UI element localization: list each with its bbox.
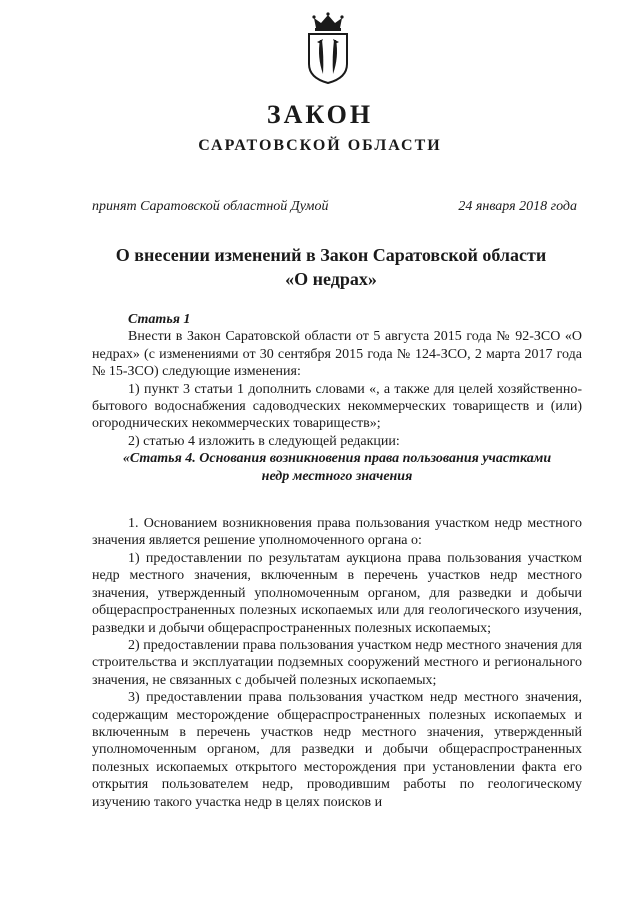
article-4-paragraph-2: 1) предоставлении по результатам аукциона права пользования участком недр местного значения, включенным в перечень участков недр местного значения, утвержденный уполномоченным органом, для разведки и добычи общераспространенных полезных ископаемых или для геологического изучения, разведки и добычи общераспространенных полезных ископаемых;	[92, 550, 582, 636]
article-1-paragraph-3: 2) статью 4 изложить в следующей редакции:	[128, 433, 400, 449]
coat-of-arms-icon	[303, 12, 353, 84]
article-1-title: Статья 1	[128, 312, 191, 327]
region-subtitle: САРАТОВСКОЙ ОБЛАСТИ	[198, 137, 442, 154]
article-4-paragraph-4: 3) предоставлении права пользования участком недр местного значения, содержащим месторождение общераспространенных полезных ископаемых и включенным в перечень участков недр местного значения, утвержденный уполномоченным органом, для разведки и добычи общераспространенных полезных ископаемых открытого месторождения при установлении факта его открытия пользователем недр, проводившим работы по геологическому изучению такого участка недр в целях поисков и	[92, 690, 582, 810]
law-body	[92, 311, 582, 811]
adoption-date: 24 января 2018 года	[458, 199, 577, 214]
article-1-paragraph-1: Внести в Закон Саратовской области от 5 августа 2015 года № 92-ЗСО «О недрах» (с изменениями от 30 сентября 2015 года № 124-ЗСО, 2 марта 2017 года № 15-ЗСО) следующие изменения:	[92, 329, 582, 380]
article-4-title-line-1: «Статья 4. Основания возникновения права пользования участками	[122, 451, 552, 467]
heading-line-1: О внесении изменений в Закон Саратовской области	[115, 245, 547, 265]
law-title: ЗАКОН	[266, 100, 374, 129]
heading-line-2: «О недрах»	[285, 269, 377, 289]
law-heading	[70, 243, 592, 291]
article-1-paragraph-2: 1) пункт 3 статьи 1 дополнить словами «, а также для целей хозяйственно-бытового водоснабжения садоводческих некоммерческих товариществ и (или) огороднических некоммерческих товариществ»;	[92, 381, 582, 432]
article-4-paragraph-1: 1. Основанием возникновения права пользования участком недр местного значения является решение уполномоченного органа о:	[92, 516, 582, 549]
adopted-by-text: принят Саратовской областной Думой	[92, 199, 329, 214]
article-4-title-line-2: недр местного значения	[261, 468, 413, 484]
article-4-paragraph-3: 2) предоставлении права пользования участком недр местного значения для строительства и эксплуатации подземных сооружений местного и регионального значения, не связанных с добычей полезных ископаемых;	[92, 637, 582, 688]
article-4-title	[92, 450, 582, 485]
